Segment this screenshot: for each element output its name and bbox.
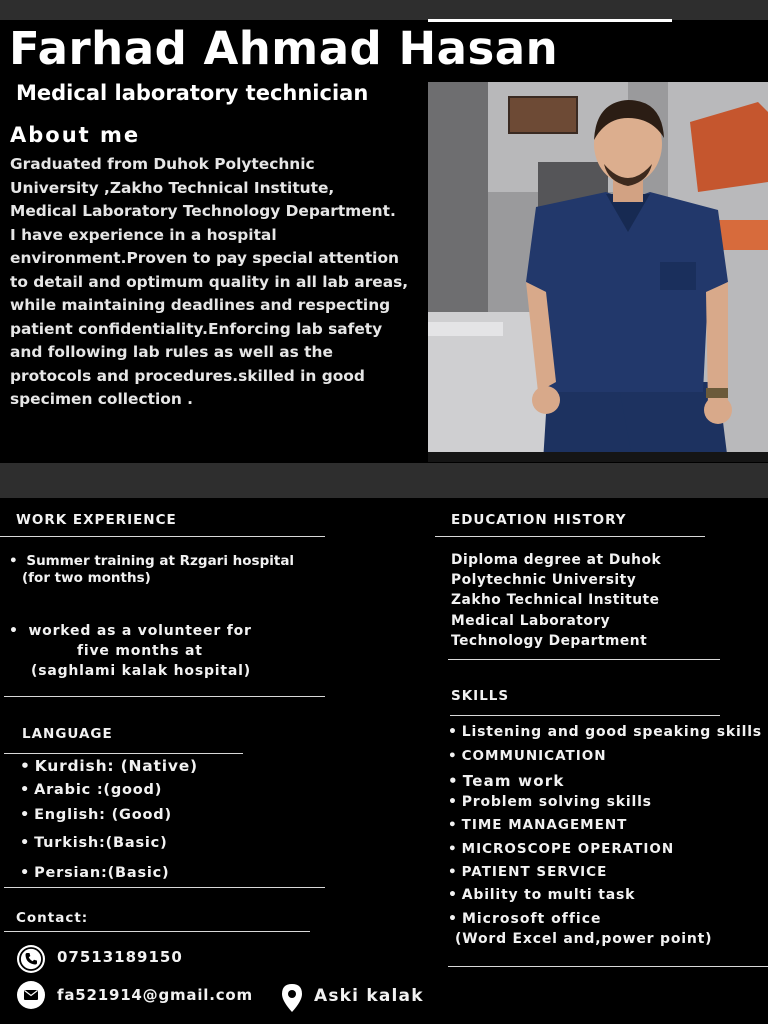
work-heading-rule — [0, 536, 325, 537]
about-line: specimen collection . — [10, 390, 193, 408]
email-icon — [17, 981, 45, 1009]
skill-item — [448, 841, 674, 857]
language-label: Kurdish: (Native) — [34, 757, 198, 775]
work-item-1 — [9, 553, 294, 569]
skill-item — [448, 817, 627, 833]
skill-item — [448, 911, 602, 927]
work-item-2-line3: (saghlami kalak hospital) — [31, 663, 251, 679]
language-label: Arabic :(good) — [34, 782, 163, 798]
profile-photo — [428, 82, 768, 462]
language-label: Persian:(Basic) — [34, 865, 170, 881]
skill-item — [448, 724, 762, 740]
education-line: Technology Department — [451, 633, 648, 649]
education-heading: EDUCATION HISTORY — [451, 512, 627, 528]
language-item — [20, 835, 168, 851]
phone-icon — [17, 945, 45, 973]
language-heading: LANGUAGE — [22, 726, 113, 742]
education-line: Zakho Technical Institute — [451, 592, 660, 608]
skill-item — [448, 887, 635, 903]
skill-label: Ability to multi task — [461, 887, 636, 903]
work-item-2-line1: worked as a volunteer for — [28, 623, 252, 639]
language-item — [20, 865, 169, 881]
about-line: while maintaining deadlines and respecting — [10, 296, 391, 314]
language-label: Turkish:(Basic) — [34, 835, 168, 851]
about-line: patient confidentiality.Enforcing lab safety — [10, 319, 383, 338]
photo-illustration — [428, 82, 768, 462]
about-line: and following lab rules as well as the — [10, 343, 333, 361]
about-line: University ,Zakho Technical Institute, — [10, 178, 335, 197]
skill-label: PATIENT SERVICE — [461, 864, 608, 880]
email-glyph — [17, 981, 45, 1009]
skill-label: Problem solving skills — [461, 794, 652, 810]
work-item-2-line2: five months at — [77, 643, 203, 659]
skill-item-extra: (Word Excel and,power point) — [455, 931, 713, 947]
language-bottom-rule — [4, 887, 325, 888]
middle-band — [0, 463, 768, 498]
location-pin-icon — [281, 983, 303, 1013]
language-label: English: (Good) — [34, 807, 172, 823]
language-item — [20, 757, 198, 775]
location-glyph — [281, 983, 303, 1013]
about-heading: About me — [10, 123, 141, 147]
skills-heading-rule — [450, 715, 720, 716]
about-line: to detail and optimum quality in all lab areas, — [10, 272, 409, 291]
education-heading-rule — [435, 536, 705, 537]
contact-heading-rule — [4, 931, 310, 932]
location-text: Aski kalak — [314, 986, 424, 1006]
skill-item — [448, 864, 607, 880]
education-line: Polytechnic University — [451, 572, 637, 588]
about-text — [10, 153, 418, 412]
work-item-2 — [9, 623, 252, 639]
person-name: Farhad Ahmad Hasan — [9, 22, 559, 75]
education-bottom-rule — [448, 659, 720, 660]
email-address[interactable]: fa521914@gmail.com — [57, 986, 253, 1004]
skill-label: Team work — [462, 772, 565, 790]
work-bottom-rule — [4, 696, 325, 697]
education-line: Diploma degree at Duhok — [451, 552, 662, 568]
about-line: environment.Proven to pay special attention — [10, 249, 399, 267]
skill-label: COMMUNICATION — [461, 748, 607, 764]
phone-number[interactable]: 07513189150 — [57, 948, 183, 966]
about-line: I have experience in a hospital — [10, 225, 277, 244]
contact-heading: Contact: — [16, 910, 89, 926]
skills-heading: SKILLS — [451, 688, 510, 704]
language-item — [20, 782, 162, 798]
language-item — [20, 807, 172, 823]
about-line: protocols and procedures.skilled in good — [10, 366, 365, 385]
top-band — [0, 0, 768, 20]
language-heading-rule — [4, 753, 243, 754]
skill-label: Microsoft office — [461, 911, 602, 927]
skill-item — [448, 794, 652, 810]
work-heading: WORK EXPERIENCE — [16, 512, 177, 528]
skill-label: MICROSCOPE OPERATION — [461, 841, 675, 857]
work-item-1-line2: (for two months) — [22, 570, 151, 586]
skill-label: Listening and good speaking skills — [461, 724, 762, 740]
education-line: Medical Laboratory — [451, 613, 611, 629]
about-line: Graduated from Duhok Polytechnic — [10, 155, 315, 173]
job-title: Medical laboratory technician — [16, 81, 369, 105]
skills-bottom-rule — [448, 966, 768, 967]
skill-item — [448, 748, 607, 764]
phone-glyph — [17, 945, 45, 973]
about-line: Medical Laboratory Technology Department. — [10, 202, 396, 220]
work-item-1-line1: Summer training at Rzgari hospital — [26, 553, 295, 569]
skill-item — [448, 772, 565, 790]
skill-label: TIME MANAGEMENT — [461, 817, 628, 833]
